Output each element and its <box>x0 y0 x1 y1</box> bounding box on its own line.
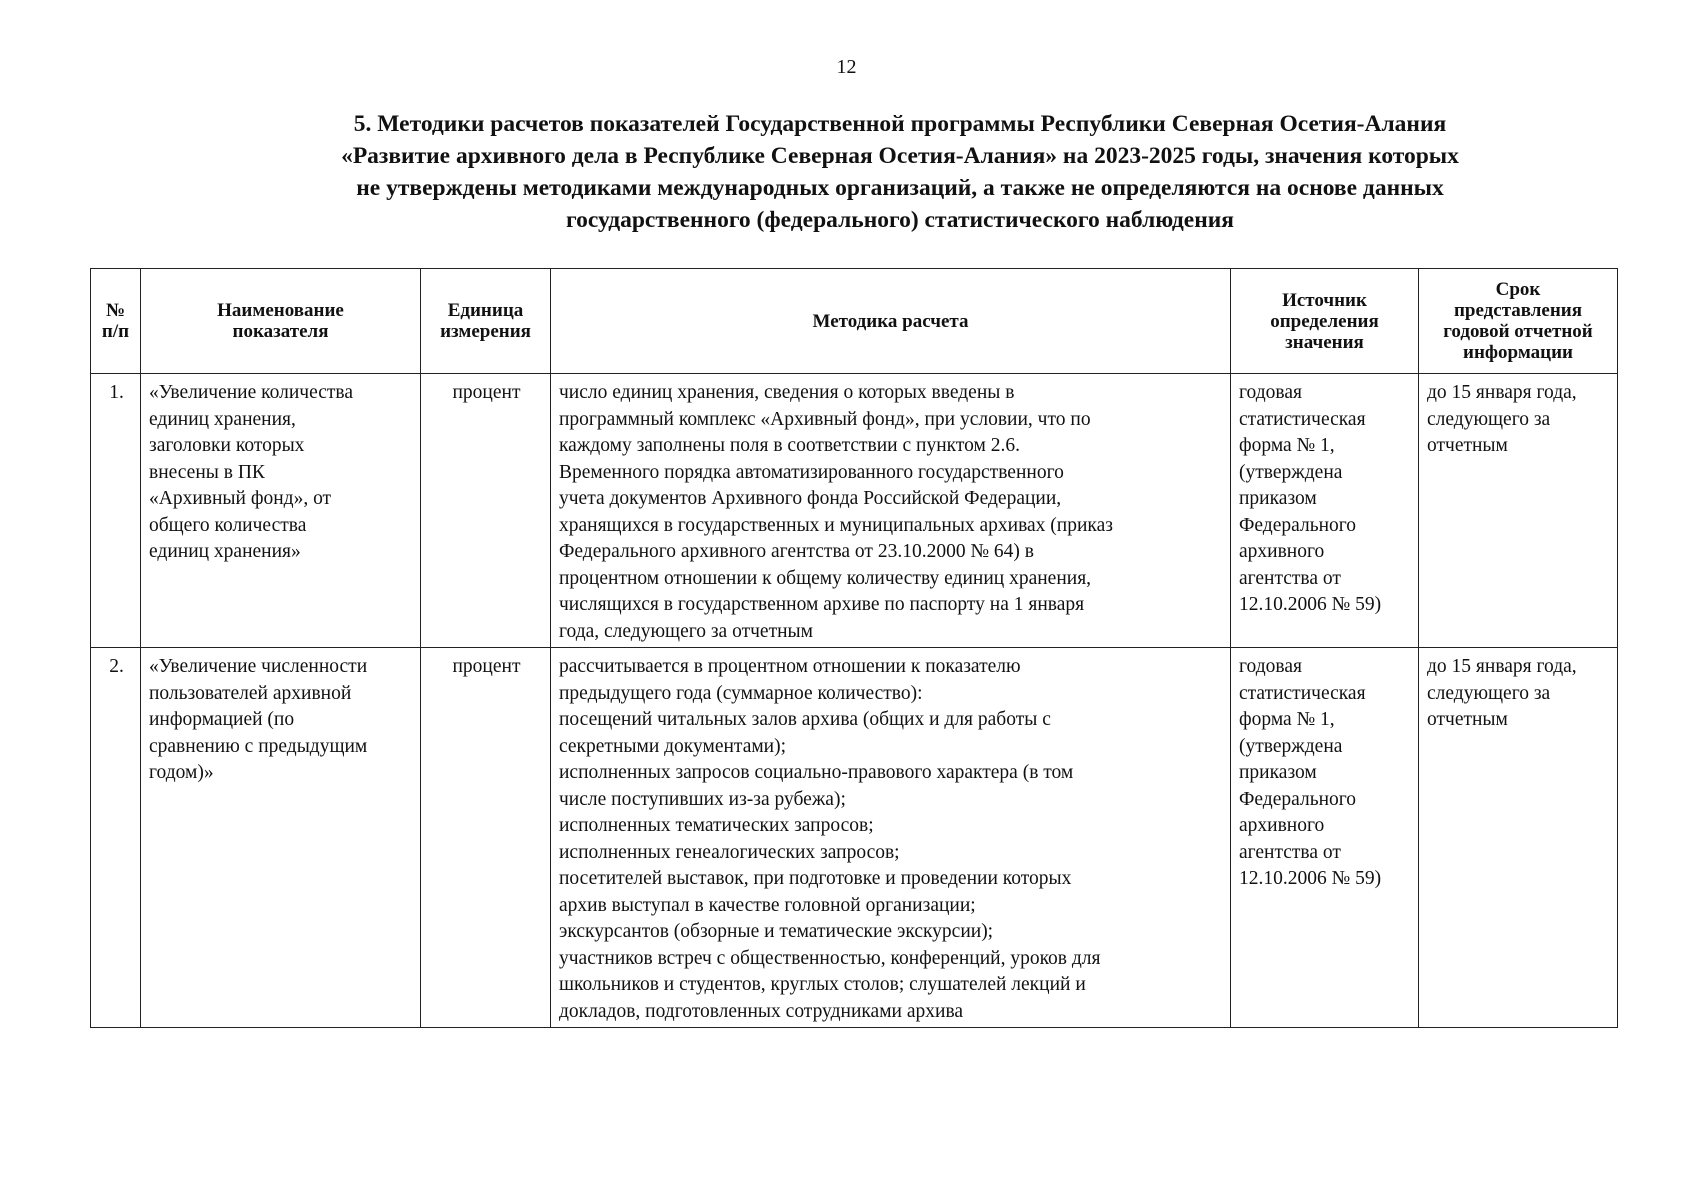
cell-deadline-line: следующего за <box>1427 408 1551 430</box>
cell-source-line: архивного <box>1239 815 1325 836</box>
cell-source-line: (утверждена <box>1239 461 1343 483</box>
cell-source-line: форма № 1, <box>1239 435 1335 456</box>
cell-method-line: докладов, подготовленных сотрудниками архива <box>559 1000 964 1022</box>
section-heading <box>200 108 1600 236</box>
cell-method-line: учета документов Архивного фонда Российской Федерации, <box>559 488 1062 509</box>
cell-source-line: годовая <box>1239 382 1302 403</box>
cell-source-line: статистическая <box>1239 682 1366 704</box>
cell-method-line: Временного порядка автоматизированного государственного <box>559 461 1064 483</box>
cell-name <box>141 648 421 1028</box>
cell-method-line: секретными документами); <box>559 735 787 757</box>
cell-method-line: Федерального архивного агентства от 23.10.2000 № 64) в <box>559 541 1034 562</box>
cell-method-line: программный комплекс «Архивный фонд», при условии, что по <box>559 408 1091 430</box>
cell-method-line: предыдущего года (суммарное количество): <box>559 682 923 704</box>
cell-method-line: исполненных тематических запросов; <box>559 815 874 836</box>
cell-deadline-line: до 15 января года, <box>1427 382 1577 403</box>
table-row <box>91 374 1618 648</box>
cell-method <box>551 374 1231 648</box>
cell-method-line: числящихся в государственном архиве по паспорту на 1 января <box>559 594 1085 615</box>
cell-name-line: «Увеличение численности <box>149 656 368 677</box>
cell-name-line: информацией (по <box>149 709 295 730</box>
cell-source-line: приказом <box>1239 762 1317 783</box>
cell-deadline-line: следующего за <box>1427 682 1551 704</box>
cell-method-line: архив выступал в качестве головной организации; <box>559 894 976 916</box>
cell-method-line: исполненных запросов социально-правового характера (в том <box>559 762 1074 783</box>
cell-deadline-line: до 15 января года, <box>1427 656 1577 677</box>
cell-source-line: форма № 1, <box>1239 709 1335 730</box>
heading-line: 5. Методики расчетов показателей Государственной программы Республики Северная Осетия-Алания <box>353 111 1447 137</box>
cell-name-line: «Увеличение количества <box>149 382 354 403</box>
cell-method-line: процентном отношении к общему количеству единиц хранения, <box>559 567 1092 589</box>
heading-line: не утверждены методиками международных организаций, а также не определяются на основе данных <box>356 175 1444 201</box>
cell-deadline-line: отчетным <box>1427 435 1508 456</box>
cell-method <box>551 648 1231 1028</box>
cell-method-line: исполненных генеалогических запросов; <box>559 841 900 863</box>
heading-line: «Развитие архивного дела в Республике Северная Осетия-Алания» на 2023-2025 годы, значения которых <box>341 143 1459 169</box>
cell-method-line: посетителей выставок, при подготовке и проведении которых <box>559 868 1072 889</box>
cell-name-line: годом)» <box>149 762 214 783</box>
cell-method-line: участников встреч с общественностью, конференций, уроков для <box>559 947 1101 969</box>
cell-source-line: 12.10.2006 № 59) <box>1239 868 1382 889</box>
cell-source-line: (утверждена <box>1239 735 1343 757</box>
cell-method-line: рассчитывается в процентном отношении к показателю <box>559 656 1021 677</box>
cell-method-line: посещений читальных залов архива (общих и для работы с <box>559 709 1051 730</box>
cell-name <box>141 374 421 648</box>
cell-method-line: число единиц хранения, сведения о которых введены в <box>559 382 1015 403</box>
cell-method-line: экскурсантов (обзорные и тематические экскурсии); <box>559 921 994 942</box>
cell-name-line: сравнению с предыдущим <box>149 735 368 757</box>
cell-name-line: «Архивный фонд», от <box>149 488 332 509</box>
cell-method-line: школьников и студентов, круглых столов; слушателей лекций и <box>559 974 1086 995</box>
cell-source <box>1231 648 1419 1028</box>
cell-unit: процент <box>421 374 551 648</box>
cell-source-line: агентства от <box>1239 567 1341 589</box>
cell-name-line: заголовки которых <box>149 435 305 456</box>
header-deadline: Срок представления годовой отчетной информации <box>1419 269 1618 374</box>
cell-source-line: агентства от <box>1239 841 1341 863</box>
header-name: Наименование показателя <box>141 269 421 374</box>
cell-source <box>1231 374 1419 648</box>
cell-method-line: года, следующего за отчетным <box>559 620 813 642</box>
cell-name-line: общего количества <box>149 514 307 536</box>
cell-method-line: числе поступивших из-за рубежа); <box>559 788 846 810</box>
cell-source-line: Федерального <box>1239 788 1357 810</box>
cell-deadline <box>1419 648 1618 1028</box>
cell-source-line: статистическая <box>1239 408 1366 430</box>
cell-source-line: приказом <box>1239 488 1317 509</box>
cell-source-line: архивного <box>1239 541 1325 562</box>
header-method: Методика расчета <box>551 269 1231 374</box>
cell-unit: процент <box>421 648 551 1028</box>
header-unit: Единица измерения <box>421 269 551 374</box>
cell-method-line: каждому заполнены поля в соответствии с пунктом 2.6. <box>559 435 1020 456</box>
cell-deadline-line: отчетным <box>1427 709 1508 730</box>
cell-method-line: хранящихся в государственных и муниципальных архивах (приказ <box>559 514 1113 536</box>
heading-line: государственного (федерального) статистического наблюдения <box>565 207 1235 233</box>
header-source: Источник определения значения <box>1231 269 1419 374</box>
header-num: № п/п <box>91 269 141 374</box>
cell-num: 2. <box>91 648 141 1028</box>
cell-source-line: Федерального <box>1239 514 1357 536</box>
page-number: 12 <box>836 56 857 78</box>
cell-num: 1. <box>91 374 141 648</box>
cell-name-line: внесены в ПК <box>149 461 265 483</box>
cell-name-line: единиц хранения, <box>149 408 296 430</box>
cell-name-line: пользователей архивной <box>149 682 352 704</box>
methods-table <box>90 268 1618 1028</box>
table-header-row <box>91 269 1618 374</box>
cell-deadline <box>1419 374 1618 648</box>
cell-source-line: годовая <box>1239 656 1302 677</box>
table-row <box>91 648 1618 1028</box>
cell-source-line: 12.10.2006 № 59) <box>1239 594 1382 615</box>
cell-name-line: единиц хранения» <box>149 541 301 562</box>
